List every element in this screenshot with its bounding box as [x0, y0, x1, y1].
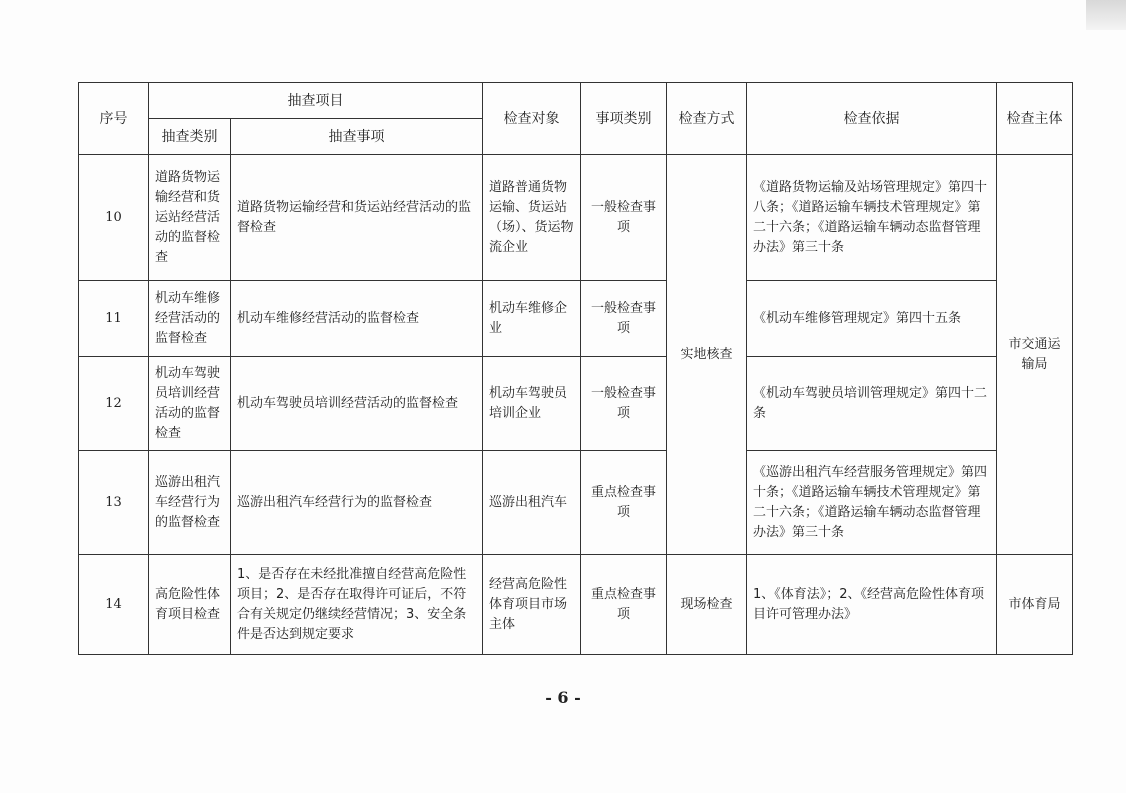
row-seq: 13 [79, 451, 149, 555]
row-basis: 《机动车维修管理规定》第四十五条 [747, 281, 997, 357]
row-type: 一般检查事项 [581, 281, 667, 357]
header-item: 抽查事项 [231, 119, 483, 155]
row-basis: 《道路货物运输及站场管理规定》第四十八条；《道路运输车辆技术管理规定》第二十六条；《道路运输车辆动态监督管理办法》第三十条 [747, 155, 997, 281]
header-dept: 检查主体 [997, 83, 1073, 155]
row-category: 机动车驾驶员培训经营活动的监督检查 [149, 357, 231, 451]
row-category: 机动车维修经营活动的监督检查 [149, 281, 231, 357]
row-target: 机动车驾驶员培训企业 [483, 357, 581, 451]
scan-edge-mark [1086, 0, 1126, 30]
table-row [79, 555, 1073, 655]
row-basis: 《巡游出租汽车经营服务管理规定》第四十条；《道路运输车辆技术管理规定》第二十六条；《道路运输车辆动态监督管理办法》第三十条 [747, 451, 997, 555]
table-row [79, 357, 1073, 451]
header-basis: 检查依据 [747, 83, 997, 155]
inspection-table [78, 82, 1073, 655]
shared-method-cell: 实地核查 [667, 155, 747, 555]
row-target: 经营高危险性体育项目市场主体 [483, 555, 581, 655]
row-category: 道路货物运输经营和货运站经营活动的监督检查 [149, 155, 231, 281]
table-row [79, 281, 1073, 357]
row-type: 一般检查事项 [581, 357, 667, 451]
row-item: 道路货物运输经营和货运站经营活动的监督检查 [231, 155, 483, 281]
row-category: 巡游出租汽车经营行为的监督检查 [149, 451, 231, 555]
row-seq: 12 [79, 357, 149, 451]
header-seq: 序号 [79, 83, 149, 155]
row-target: 道路普通货物运输、货运站（场）、货运物流企业 [483, 155, 581, 281]
table-row [79, 451, 1073, 555]
header-type: 事项类别 [581, 83, 667, 155]
row-item: 1、是否存在未经批准擅自经营高危险性项目；2、是否存在取得许可证后，不符合有关规定仍继续经营情况；3、安全条件是否达到规定要求 [231, 555, 483, 655]
row-target: 巡游出租汽车 [483, 451, 581, 555]
header-category: 抽查类别 [149, 119, 231, 155]
row-basis: 1、《体育法》；2、《经营高危险性体育项目许可管理办法》 [747, 555, 997, 655]
row-dept: 市体育局 [997, 555, 1073, 655]
row-basis: 《机动车驾驶员培训管理规定》第四十二条 [747, 357, 997, 451]
row-item: 巡游出租汽车经营行为的监督检查 [231, 451, 483, 555]
row-type: 一般检查事项 [581, 155, 667, 281]
page-number: - 6 - [545, 688, 581, 707]
row-type: 重点检查事项 [581, 451, 667, 555]
row-seq: 10 [79, 155, 149, 281]
shared-dept-cell: 市交通运输局 [997, 155, 1073, 555]
row-method: 现场检查 [667, 555, 747, 655]
header-method: 检查方式 [667, 83, 747, 155]
row-seq: 11 [79, 281, 149, 357]
row-type: 重点检查事项 [581, 555, 667, 655]
row-category: 高危险性体育项目检查 [149, 555, 231, 655]
header-project-group: 抽查项目 [149, 83, 483, 119]
header-target: 检查对象 [483, 83, 581, 155]
row-target: 机动车维修企业 [483, 281, 581, 357]
row-item: 机动车维修经营活动的监督检查 [231, 281, 483, 357]
row-item: 机动车驾驶员培训经营活动的监督检查 [231, 357, 483, 451]
row-seq: 14 [79, 555, 149, 655]
table-row [79, 155, 1073, 281]
